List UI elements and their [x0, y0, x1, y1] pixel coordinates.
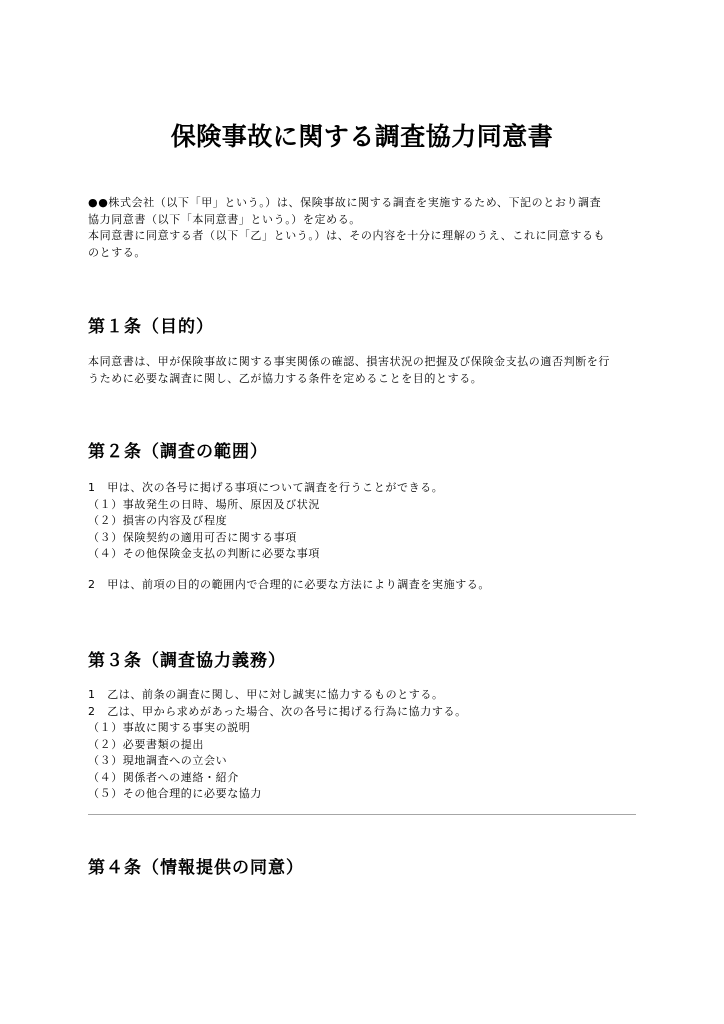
list-item: （２）損害の内容及び程度 [88, 514, 228, 527]
intro-line: 本同意書に同意する者（以下「乙」という。）は、その内容を十分に理解のうえ、これに同意するも [88, 229, 606, 242]
article-1-heading: 第１条（目的） [88, 317, 214, 337]
list-item: （３）現地調査への立会い [88, 754, 228, 767]
article-2-paragraph-2: 2 甲は、前項の目的の範囲内で合理的に必要な方法により調査を実施する。 [88, 578, 490, 591]
article-3-paragraph-2: 2 乙は、甲から求めがあった場合、次の各号に掲げる行為に協力する。 [88, 704, 467, 718]
list-item: （２）必要書類の提出 [88, 737, 204, 751]
list-item: （５）その他合理的に必要な協力 [88, 787, 262, 800]
article-4-heading: 第４条（情報提供の同意） [88, 858, 304, 878]
list-item: （４）その他保険金支払の判断に必要な事項 [88, 547, 320, 560]
article-2-heading: 第２条（調査の範囲） [88, 442, 268, 462]
list-item: （３）保険契約の適用可否に関する事項 [88, 530, 297, 544]
section-divider [88, 814, 636, 815]
article-3-paragraph-1: 1 乙は、前条の調査に関し、甲に対し誠実に協力するものとする。 [88, 688, 444, 701]
article-3-item-list [88, 720, 648, 803]
article-3-body [88, 687, 648, 803]
intro-paragraph [88, 195, 648, 261]
article-1-body [88, 354, 648, 387]
list-item: （１）事故に関する事実の説明 [88, 721, 251, 734]
document-title: 保険事故に関する調査協力同意書 [170, 122, 554, 151]
article-2-paragraph-1: 1 甲は、次の各号に掲げる事項について調査を行うことができる。 [88, 481, 444, 494]
intro-line: 協力同意書（以下「本同意書」という。）を定める。 [88, 212, 361, 226]
article-3-heading: 第３条（調査協力義務） [88, 651, 286, 671]
list-item: （４）関係者への連絡・紹介 [88, 770, 239, 784]
intro-line: のとする。 [88, 245, 146, 259]
article-2-item-list [88, 497, 648, 563]
article-2-body [88, 480, 648, 563]
list-item: （１）事故発生の日時、場所、原因及び状況 [88, 497, 320, 511]
intro-line: ●●株式会社（以下「甲」という。）は、保険事故に関する調査を実施するため、下記のとおり調査 [88, 196, 602, 209]
article-1-line: 本同意書は、甲が保険事故に関する事実関係の確認、損害状況の把握及び保険金支払の適否判断を行 [88, 355, 610, 368]
article-1-line: うために必要な調査に関し、乙が協力する条件を定めることを目的とする。 [88, 371, 483, 385]
